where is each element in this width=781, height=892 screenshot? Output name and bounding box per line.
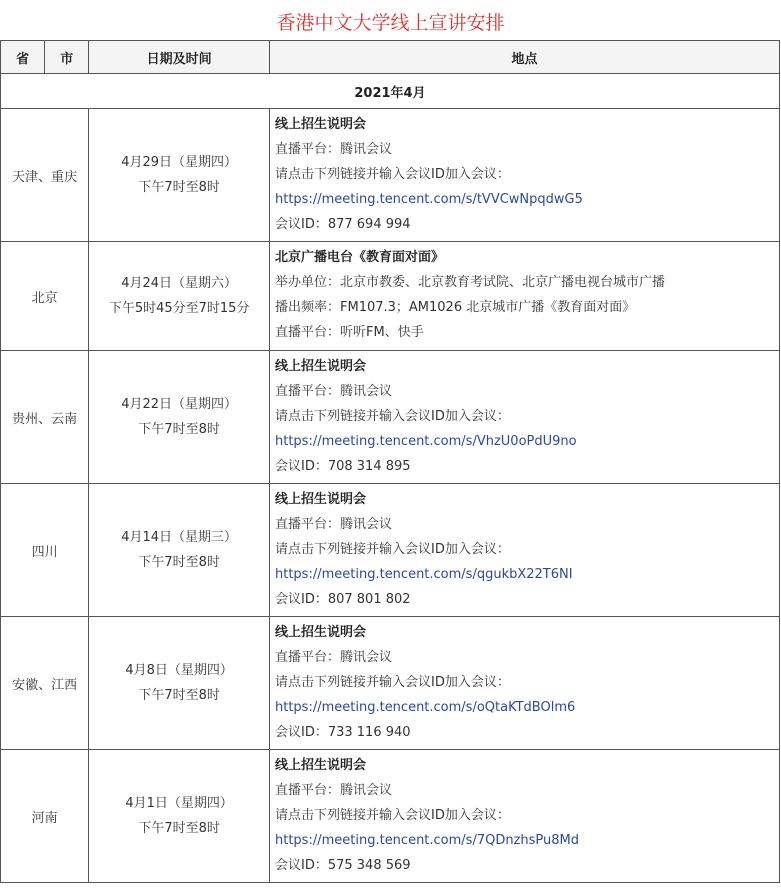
location-cell [270, 242, 780, 351]
meeting-link[interactable]: https://meeting.tencent.com/s/oQtaKTdBOlm6 [275, 700, 576, 715]
frequency-line: 播出频率：FM107.3；AM1026 北京城市广播《教育面对面》 [275, 300, 636, 315]
schedule-table [0, 40, 780, 883]
instruction-line: 请点击下列链接并输入会议ID加入会议： [275, 167, 510, 182]
location-cell [270, 617, 780, 750]
event-date: 4月8日（星期四） [125, 663, 233, 678]
instruction-line: 请点击下列链接并输入会议ID加入会议： [275, 409, 510, 424]
table-row [1, 617, 780, 750]
event-date: 4月22日（星期四） [121, 397, 238, 412]
event-time: 下午7时至8时 [138, 555, 220, 570]
location-cell [270, 351, 780, 484]
date-cell [89, 109, 270, 242]
location-cell [270, 484, 780, 617]
month-row [1, 74, 780, 109]
date-cell [89, 750, 270, 883]
region-cell: 安徽、江西 [1, 617, 89, 750]
region-cell: 北京 [1, 242, 89, 351]
event-title: 线上招生说明会 [275, 625, 367, 640]
page-title: 香港中文大学线上宣讲安排 [276, 12, 505, 34]
meeting-link[interactable]: https://meeting.tencent.com/s/VhzU0oPdU9no [275, 434, 577, 449]
meeting-link[interactable]: https://meeting.tencent.com/s/7QDnzhsPu8Md [275, 833, 580, 848]
event-date: 4月14日（星期三） [121, 530, 238, 545]
event-time: 下午7时至8时 [138, 180, 220, 195]
event-time: 下午7时至8时 [138, 688, 220, 703]
city-header: 市 [45, 41, 89, 74]
event-time: 下午7时至8时 [138, 422, 220, 437]
event-title: 线上招生说明会 [275, 758, 367, 773]
province-header: 省 [1, 41, 45, 74]
event-date: 4月1日（星期四） [125, 796, 233, 811]
datetime-header: 日期及时间 [89, 41, 270, 74]
date-cell [89, 242, 270, 351]
event-date: 4月24日（星期六） [121, 276, 238, 291]
table-row [1, 351, 780, 484]
meeting-id: 会议ID：877 694 994 [275, 217, 411, 232]
location-cell [270, 109, 780, 242]
location-cell [270, 750, 780, 883]
event-title: 线上招生说明会 [275, 492, 367, 507]
platform-line: 直播平台：腾讯会议 [275, 384, 393, 399]
location-header: 地点 [270, 41, 780, 74]
event-date: 4月29日（星期四） [121, 155, 238, 170]
table-row [1, 484, 780, 617]
table-row [1, 750, 780, 883]
meeting-id: 会议ID：807 801 802 [275, 592, 411, 607]
platform-line: 直播平台：腾讯会议 [275, 650, 393, 665]
platform-line: 直播平台：腾讯会议 [275, 783, 393, 798]
instruction-line: 请点击下列链接并输入会议ID加入会议： [275, 542, 510, 557]
meeting-link[interactable]: https://meeting.tencent.com/s/tVVCwNpqdwG5 [275, 192, 583, 207]
event-title: 线上招生说明会 [275, 359, 367, 374]
date-cell [89, 484, 270, 617]
table-row [1, 242, 780, 351]
date-cell [89, 351, 270, 484]
date-cell [89, 617, 270, 750]
instruction-line: 请点击下列链接并输入会议ID加入会议： [275, 808, 510, 823]
meeting-id: 会议ID：708 314 895 [275, 459, 411, 474]
meeting-id: 会议ID：575 348 569 [275, 858, 411, 873]
region-cell: 河南 [1, 750, 89, 883]
platform-line: 直播平台：腾讯会议 [275, 142, 393, 157]
organizer-line: 举办单位：北京市教委、北京教育考试院、北京广播电视台城市广播 [275, 275, 666, 290]
region-cell: 贵州、云南 [1, 351, 89, 484]
meeting-link[interactable]: https://meeting.tencent.com/s/qgukbX22T6NI [275, 567, 573, 582]
instruction-line: 请点击下列链接并输入会议ID加入会议： [275, 675, 510, 690]
event-title: 线上招生说明会 [275, 117, 367, 132]
event-title: 北京广播电台《教育面对面》 [275, 250, 445, 265]
platform-line: 直播平台：腾讯会议 [275, 517, 393, 532]
table-row [1, 109, 780, 242]
platform-line: 直播平台：听听FM、快手 [275, 325, 424, 340]
event-time: 下午7时至8时 [138, 821, 220, 836]
event-time: 下午5时45分至7时15分 [108, 301, 250, 316]
month-label: 2021年4月 [1, 74, 780, 109]
region-cell: 四川 [1, 484, 89, 617]
region-cell: 天津、重庆 [1, 109, 89, 242]
header-row [1, 41, 780, 74]
meeting-id: 会议ID：733 116 940 [275, 725, 411, 740]
